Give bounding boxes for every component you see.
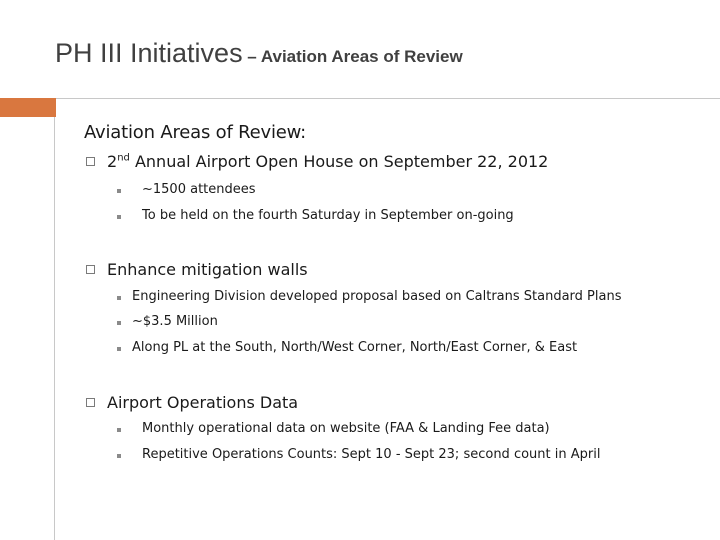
item-label-prefix: 2 bbox=[107, 152, 118, 171]
checkbox-bullet-icon bbox=[86, 398, 95, 407]
vertical-rule bbox=[54, 117, 55, 540]
item-label-superscript: nd bbox=[117, 152, 130, 164]
checkbox-bullet-icon bbox=[86, 265, 95, 274]
square-bullet-icon bbox=[117, 321, 121, 325]
title-subtitle: – Aviation Areas of Review bbox=[242, 47, 463, 66]
list-item-mitigation-walls: Enhance mitigation walls bbox=[107, 260, 308, 279]
horizontal-rule bbox=[56, 98, 720, 99]
sub-item: Monthly operational data on website (FAA & Landing Fee data) bbox=[142, 421, 550, 436]
square-bullet-icon bbox=[117, 189, 121, 193]
title-main: PH III Initiatives bbox=[55, 38, 243, 68]
checkbox-bullet-icon bbox=[86, 157, 95, 166]
square-bullet-icon bbox=[117, 428, 121, 432]
list-item-operations-data: Airport Operations Data bbox=[107, 393, 299, 412]
square-bullet-icon bbox=[117, 454, 121, 458]
sub-item: Along PL at the South, North/West Corner, North/East Corner, & East bbox=[132, 340, 578, 355]
square-bullet-icon bbox=[117, 215, 121, 219]
accent-bar bbox=[0, 98, 56, 117]
slide-title bbox=[55, 38, 463, 69]
square-bullet-icon bbox=[117, 347, 121, 351]
list-item-open-house bbox=[107, 152, 548, 171]
item-label-text: Annual Airport Open House on September 22, 2012 bbox=[129, 152, 549, 171]
sub-item: ~$3.5 Million bbox=[132, 314, 218, 329]
sub-item: ~1500 attendees bbox=[142, 182, 256, 197]
square-bullet-icon bbox=[117, 296, 121, 300]
section-heading: Aviation Areas of Review: bbox=[84, 122, 307, 143]
sub-item: Engineering Division developed proposal based on Caltrans Standard Plans bbox=[132, 289, 622, 304]
sub-item: Repetitive Operations Counts: Sept 10 - Sept 23; second count in April bbox=[142, 447, 601, 462]
sub-item: To be held on the fourth Saturday in September on-going bbox=[142, 208, 514, 223]
